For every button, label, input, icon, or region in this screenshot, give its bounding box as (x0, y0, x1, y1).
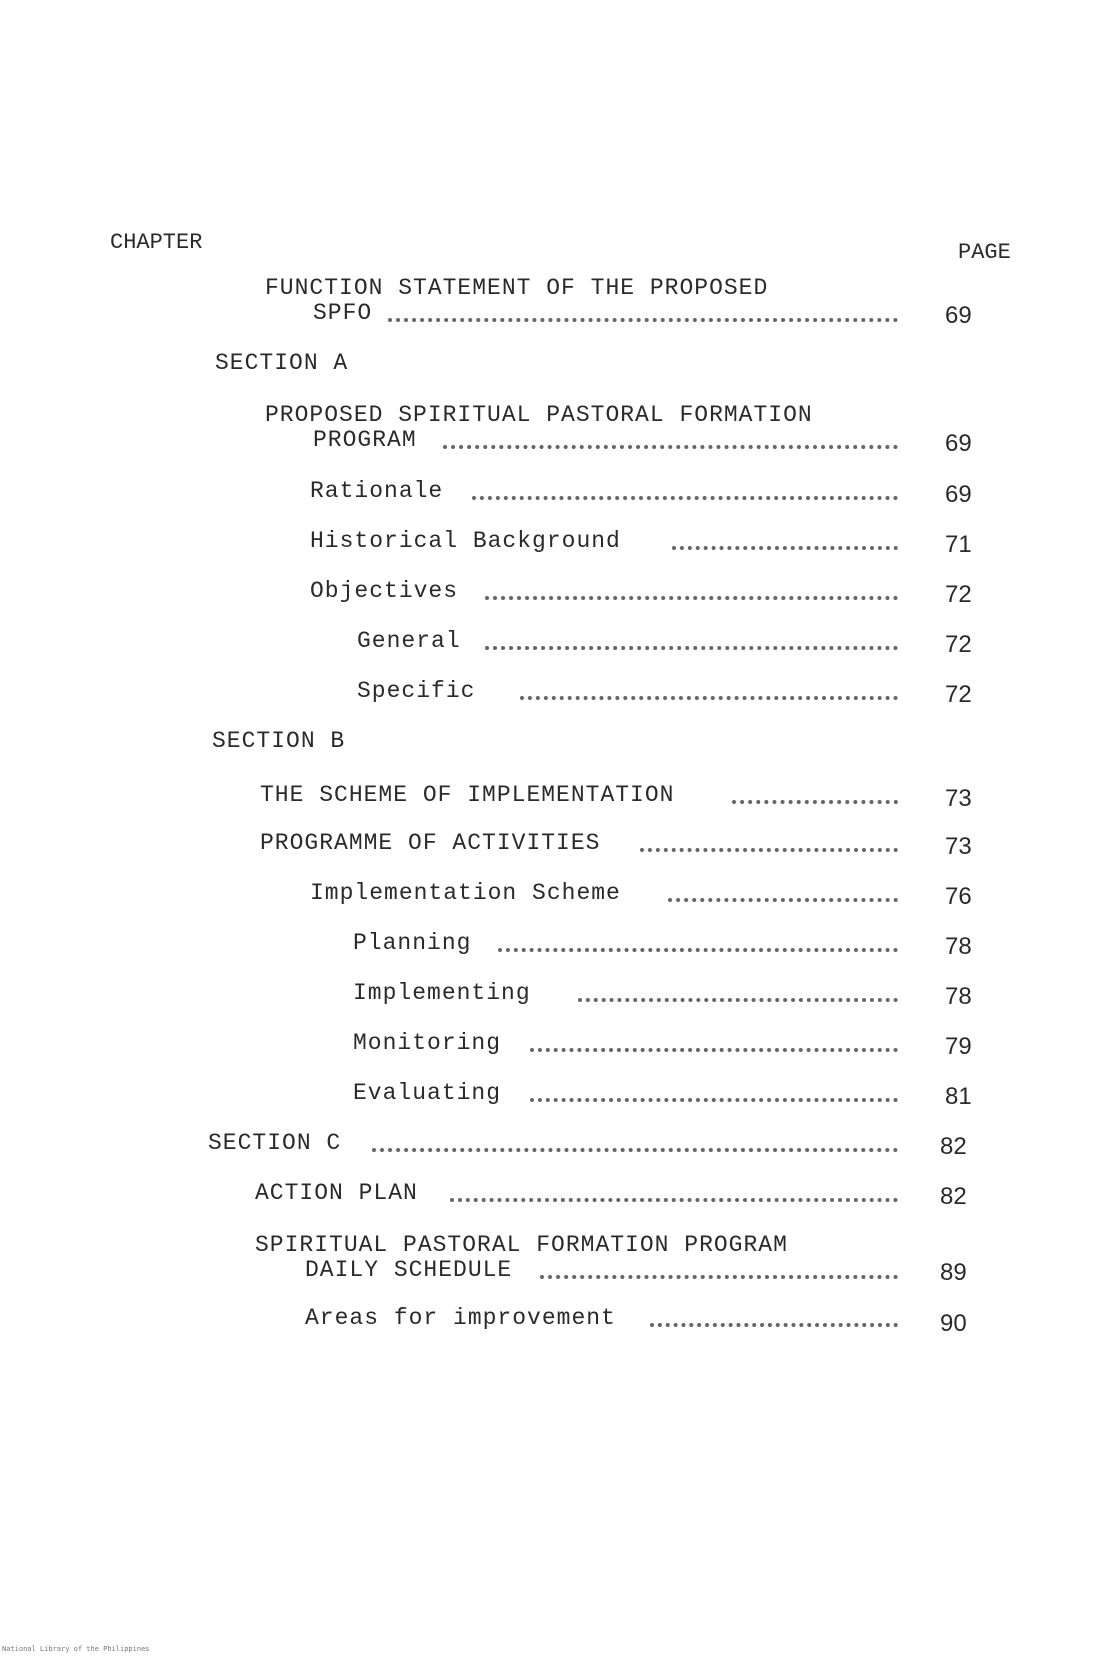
dot-leader (668, 890, 898, 902)
toc-page-number: 90 (940, 1310, 967, 1337)
dot-leader (530, 1090, 898, 1102)
section-heading-b: SECTION B (212, 728, 346, 754)
toc-entry-function-statement (265, 275, 768, 301)
toc-page-number: 69 (945, 302, 972, 329)
toc-entry-scheme-of-implementation: THE SCHEME OF IMPLEMENTATION (260, 782, 675, 808)
toc-entry-implementation-scheme: Implementation Scheme (310, 880, 621, 906)
toc-page-number: 72 (945, 631, 972, 658)
toc-page-number: 73 (945, 785, 972, 812)
toc-entry-daily-schedule-line2 (305, 1257, 512, 1283)
toc-page-number: 72 (945, 681, 972, 708)
toc-entry-historical-background: Historical Background (310, 528, 621, 554)
toc-entry-areas-for-improvement: Areas for improvement (305, 1305, 616, 1331)
toc-page-number: 76 (945, 883, 972, 910)
dot-leader (672, 538, 898, 550)
toc-entry-specific: Specific (357, 678, 476, 704)
toc-page-number: 78 (945, 983, 972, 1010)
dot-leader (388, 310, 898, 322)
dot-leader (498, 940, 898, 952)
dot-leader (485, 588, 898, 600)
scan-footer: National Library of the Philippines (2, 1645, 150, 1653)
toc-entry-programme-of-activities: PROGRAMME OF ACTIVITIES (260, 830, 601, 856)
toc-page-number: 73 (945, 833, 972, 860)
page-header: PAGE (958, 240, 1011, 265)
toc-entry-implementing: Implementing (353, 980, 531, 1006)
toc-entry-evaluating: Evaluating (353, 1080, 502, 1106)
dot-leader (640, 840, 898, 852)
toc-page-number: 82 (940, 1183, 967, 1210)
dot-leader (540, 1267, 898, 1279)
dot-leader (732, 792, 898, 804)
toc-entry-general: General (357, 628, 461, 654)
dot-leader (520, 688, 898, 700)
toc-entry-action-plan: ACTION PLAN (255, 1180, 418, 1206)
toc-page-number: 72 (945, 581, 972, 608)
dot-leader (443, 437, 898, 449)
toc-entry-line2: PROGRAM (313, 427, 417, 453)
toc-page-number: 81 (945, 1083, 972, 1110)
toc-page-number: 82 (940, 1133, 967, 1160)
dot-leader (372, 1140, 898, 1152)
toc-page-number: 71 (945, 531, 972, 558)
toc-entry-line2: DAILY SCHEDULE (305, 1257, 513, 1283)
toc-entry-rationale: Rationale (310, 478, 444, 504)
dot-leader (530, 1040, 898, 1052)
toc-page-number: 69 (945, 481, 972, 508)
dot-leader (650, 1315, 898, 1327)
section-heading-a: SECTION A (215, 350, 349, 376)
toc-entry-monitoring: Monitoring (353, 1030, 502, 1056)
toc-entry-planning: Planning (353, 930, 472, 956)
toc-page-number: 78 (945, 933, 972, 960)
dot-leader (578, 990, 898, 1002)
toc-page-number: 69 (945, 430, 972, 457)
toc-page-number: 89 (940, 1259, 967, 1286)
toc-entry-line1: PROPOSED SPIRITUAL PASTORAL FORMATION (265, 402, 813, 428)
toc-entry-line2: SPFO (313, 300, 373, 326)
dot-leader (485, 638, 898, 650)
toc-entry-proposed-program-line2 (313, 427, 417, 453)
dot-leader (450, 1190, 898, 1202)
toc-entry-function-statement-line2 (313, 300, 372, 326)
toc-entry-proposed-program (265, 402, 813, 428)
toc-entry-line1: SPIRITUAL PASTORAL FORMATION PROGRAM (255, 1232, 788, 1258)
chapter-header: CHAPTER (110, 230, 203, 255)
dot-leader (472, 488, 898, 500)
toc-entry-line1: FUNCTION STATEMENT OF THE PROPOSED (265, 275, 769, 301)
toc-page-number: 79 (945, 1033, 972, 1060)
toc-entry-objectives: Objectives (310, 578, 459, 604)
toc-entry-section-c: SECTION C (208, 1130, 342, 1156)
toc-entry-daily-schedule (255, 1232, 788, 1258)
